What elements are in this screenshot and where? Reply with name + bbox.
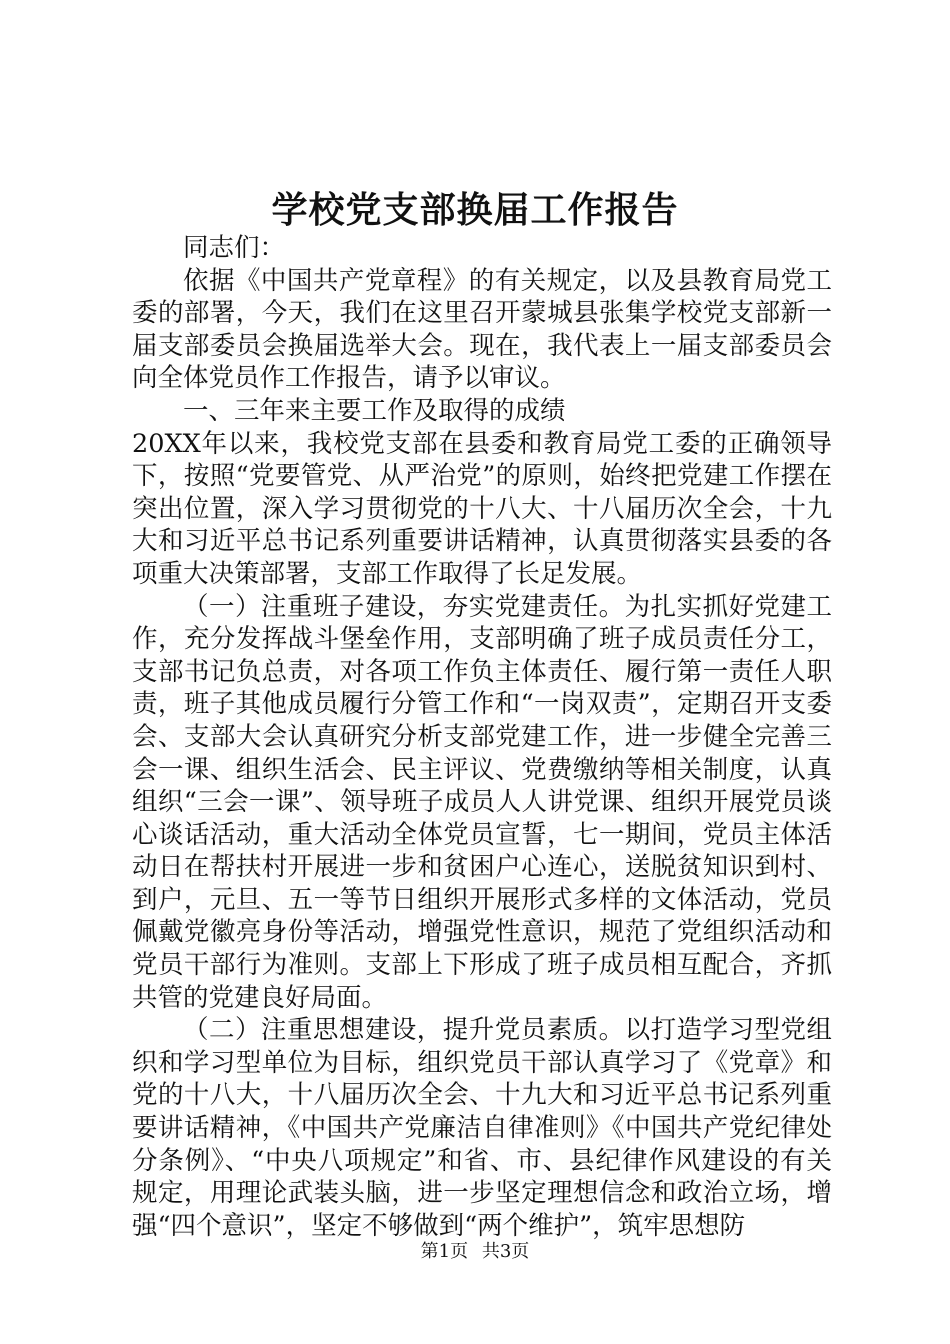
page-number: 第1页 (420, 1241, 469, 1262)
salutation: 同志们： (183, 233, 286, 263)
paragraph-overview: 20XX年以来，我校党支部在县委和教育局党工委的正确领导下，按照“党要管党、从严治党”的原则，始终把党建工作摆在突出位置，深入学习贯彻党的十八大、十八届历次全会，十九大和习近平总书记系列重要讲话精神，认真贯彻落实县委的各项重大决策部署，支部工作取得了长足发展。 (132, 428, 832, 589)
paragraph-item-2: （二）注重思想建设，提升党员素质。以打造学习型党组织和学习型单位为目标，组织党员干部认真学习了《党章》和党的十八大，十八届历次全会、十九大和习近平总书记系列重要讲话精神，《中国共产党廉洁自律准则》《中国共产党纪律处分条例》、“中央八项规定”和省、市、县纪律作风建设的有关规定，用理论武装头脑，进一步坚定理想信念和政治立场，增强“四个意识”，坚定不够做到“两个维护”，筑牢思想防 (132, 1015, 832, 1241)
paragraph-intro: 依据《中国共产党章程》的有关规定，以及县教育局党工委的部署，今天，我们在这里召开蒙城县张集学校党支部新一届支部委员会换届选举大会。现在，我代表上一届支部委员会向全体党员作工作报告，请予以审议。 (132, 265, 832, 394)
page-footer (0, 1240, 950, 1264)
page-total: 共3页 (481, 1241, 530, 1262)
document-title: 学校党支部换届工作报告 (271, 189, 679, 231)
document-body (132, 232, 832, 1242)
section-heading-1: 一、三年来主要工作及取得的成绩 (183, 395, 566, 426)
paragraph-item-1: （一）注重班子建设，夯实党建责任。为扎实抓好党建工作，充分发挥战斗堡垒作用，支部明确了班子成员责任分工，支部书记负总责，对各项工作负主体责任、履行第一责任人职责，班子其他成员履行分管工作和“一岗双责”，定期召开支委会、支部大会认真研究分析支部党建工作，进一步健全完善三会一课、组织生活会、民主评议、党费缴纳等相关制度，认真组织“三会一课”、领导班子成员人人讲党课、组织开展党员谈心谈话活动，重大活动全体党员宣誓，七一期间，党员主体活动日在帮扶村开展进一步和贫困户心连心，送脱贫知识到村、到户，元旦、五一等节日组织开展形式多样的文体活动，党员佩戴党徽亮身份等活动，增强党性意识，规范了党组织活动和党员干部行为准则。支部上下形成了班子成员相互配合，齐抓共管的党建良好局面。 (132, 591, 832, 1013)
